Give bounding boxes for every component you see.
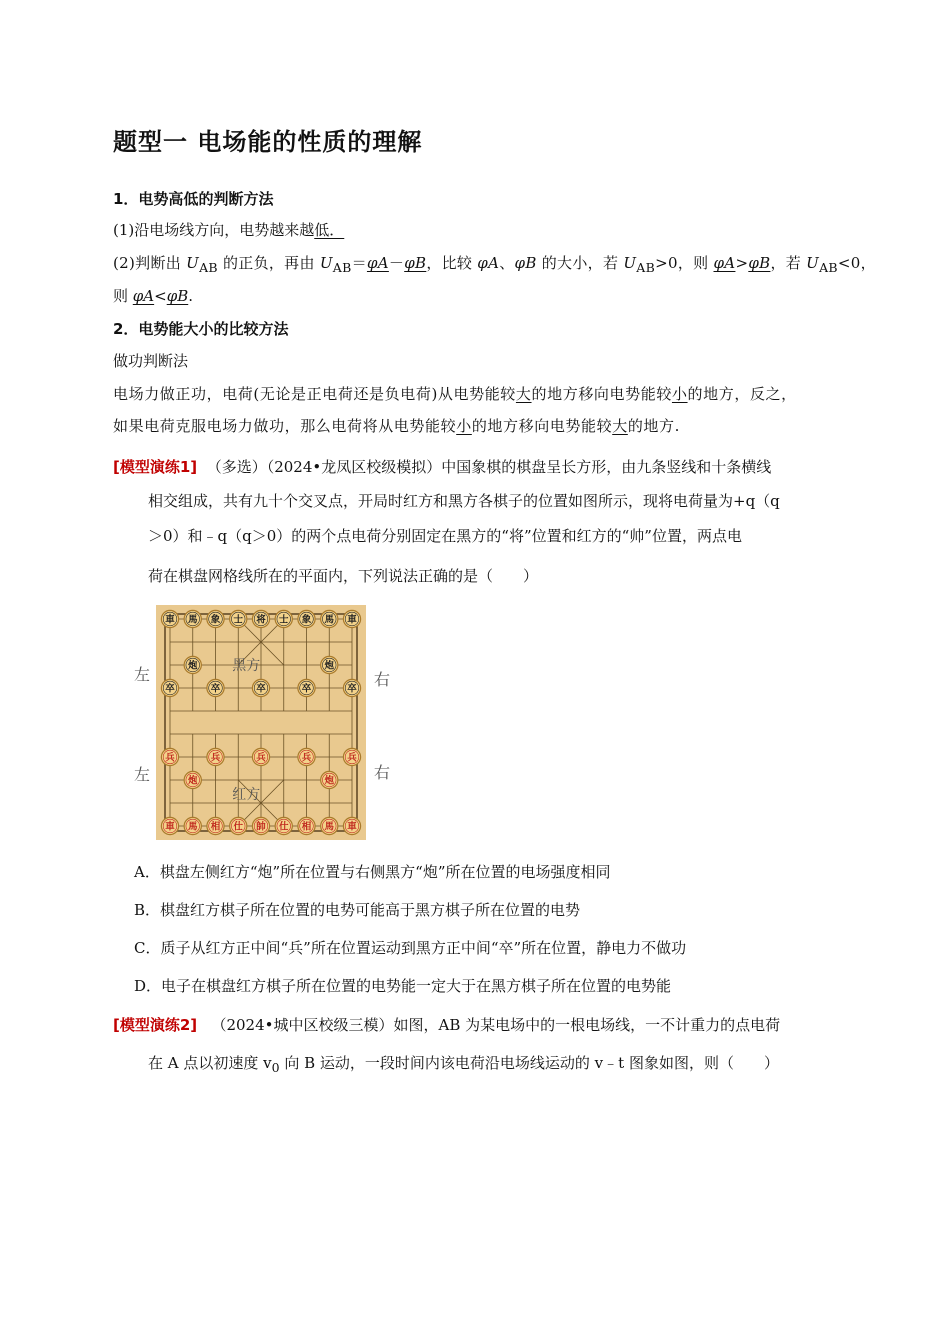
black-piece: 象 <box>301 614 312 626</box>
section2-para-line2 <box>113 415 680 436</box>
option-c: C．质子从红方正中间“兵”所在位置运动到黑方正中间“卒”所在位置，静电力不做功 <box>134 939 687 957</box>
u-symbol: U <box>806 254 820 272</box>
item2-text-2: 的正负，再由 <box>217 254 320 272</box>
ab-subscript: AB <box>199 260 218 275</box>
black-piece: 士 <box>278 614 289 626</box>
black-soldier: 卒 <box>210 683 221 695</box>
option-b: B．棋盘红方棋子所在位置的电势可能高于黑方棋子所在位置的电势 <box>134 901 581 919</box>
separator: 、 <box>499 254 515 272</box>
page-title: 题型一 电场能的性质的理解 <box>113 128 423 156</box>
item2-text-4: 的大小，若 <box>536 254 624 272</box>
phi-b: φB <box>748 254 771 272</box>
exercise1-line2: 相交组成，共有九十个交叉点，开局时红方和黑方各棋子的位置如图所示，现将电荷量为+q（q <box>148 492 780 510</box>
u-symbol: U <box>623 254 637 272</box>
exercise2-line2 <box>148 1052 779 1075</box>
red-piece: 仕 <box>278 821 289 833</box>
black-soldier: 卒 <box>165 683 175 695</box>
para2-text-b: 的地方移向电势能较 <box>471 417 613 435</box>
answer-big: 大 <box>612 417 628 435</box>
black-cannon: 炮 <box>324 660 335 672</box>
ab-subscript: AB <box>332 260 352 275</box>
red-piece: 相 <box>301 821 312 833</box>
v0-subscript: 0 <box>271 1060 280 1075</box>
red-soldier: 兵 <box>165 752 175 764</box>
para2-text-c: 的地方. <box>627 417 680 435</box>
item2-text-6: ，若 <box>770 254 807 272</box>
section2-heading: 2．电势能大小的比较方法 <box>113 320 289 338</box>
item1-text: (1)沿电场线方向，电势越来越 <box>113 221 315 239</box>
item2-text-7: <0， <box>837 254 876 272</box>
black-piece: 士 <box>233 614 244 626</box>
black-soldier: 卒 <box>301 683 312 695</box>
section2-subheading: 做功判断法 <box>113 352 189 370</box>
equals-sign: ＝ <box>351 254 367 272</box>
gt-sign: > <box>735 254 749 272</box>
answer-big: 大 <box>515 385 532 403</box>
phi-b: φB <box>404 254 427 272</box>
section1-item2 <box>113 252 876 275</box>
black-soldier: 卒 <box>347 683 357 695</box>
red-piece: 仕 <box>233 821 244 833</box>
section1-item2-line2 <box>113 285 193 306</box>
minus-sign: － <box>388 254 405 272</box>
item2-text-1: (2)判断出 <box>113 254 187 272</box>
red-soldier: 兵 <box>347 752 357 764</box>
red-soldier: 兵 <box>256 752 266 764</box>
item2-text-3: ，比较 <box>426 254 478 272</box>
answer-small: 小 <box>671 385 688 403</box>
ab-subscript: AB <box>636 260 656 275</box>
para1-text-a: 电场力做正功，电荷(无论是正电荷还是负电荷)从电势能较 <box>113 385 516 403</box>
phi-a: φA <box>477 254 500 272</box>
exercise1-tag: [模型演练1] <box>113 458 198 476</box>
phi-b: φB <box>166 287 189 305</box>
black-piece: 馬 <box>187 614 198 626</box>
item2-text-5: >0，则 <box>655 254 714 272</box>
label-right-top: 右 <box>374 670 391 689</box>
exercise2-line1 <box>113 1014 780 1035</box>
u-symbol: U <box>319 254 333 272</box>
black-piece: 将 <box>256 614 266 626</box>
phi-a: φA <box>713 254 736 272</box>
exercise2-text-1: （2024•城中区校级三模）如图，AB 为某电场中的一根电场线，一不计重力的点电荷 <box>211 1016 781 1034</box>
red-cannon: 炮 <box>187 775 198 787</box>
label-left-top: 左 <box>134 665 151 684</box>
option-a: A．棋盘左侧红方“炮”所在位置与右侧黑方“炮”所在位置的电场强度相同 <box>134 863 611 881</box>
answer-small: 小 <box>456 417 472 435</box>
item1-answer: 低． <box>314 221 345 239</box>
red-cannon: 炮 <box>324 775 335 787</box>
exercise1-line1 <box>113 456 771 477</box>
section1-item1 <box>113 219 344 240</box>
black-piece: 車 <box>165 614 175 626</box>
red-piece: 馬 <box>187 821 198 833</box>
exercise1-text-1: （多选）（2024•龙凤区校级模拟）中国象棋的棋盘呈长方形，由九条竖线和十条横线 <box>206 458 772 476</box>
label-left-bottom: 左 <box>134 765 151 784</box>
exercise1-line3: ＞0）和﹣q（q＞0）的两个点电荷分别固定在黑方的“将”位置和红方的“帅”位置，两点电 <box>148 527 742 545</box>
chess-board <box>156 605 366 840</box>
option-d: D．电子在棋盘红方棋子所在位置的电势能一定大于在黑方棋子所在位置的电势能 <box>134 977 672 995</box>
red-soldier: 兵 <box>301 752 312 764</box>
red-piece: 車 <box>165 821 175 833</box>
red-piece: 馬 <box>324 821 335 833</box>
black-soldier: 卒 <box>256 683 266 695</box>
red-soldier: 兵 <box>210 752 221 764</box>
red-piece: 帥 <box>256 821 266 833</box>
exercise2-text-2a: 在 A 点以初速度 v <box>148 1054 272 1072</box>
chess-board-figure <box>132 605 402 840</box>
para2-text-a: 如果电荷克服电场力做功，那么电荷将从电势能较 <box>113 417 457 435</box>
red-piece: 車 <box>347 821 357 833</box>
u-symbol: U <box>186 254 200 272</box>
section1-heading: 1．电势高低的判断方法 <box>113 190 274 208</box>
red-piece: 相 <box>210 821 221 833</box>
label-right-bottom: 右 <box>374 763 391 782</box>
lt-sign: < <box>154 287 167 305</box>
black-cannon: 炮 <box>187 660 198 672</box>
exercise2-tag: [模型演练2] <box>113 1016 198 1034</box>
phi-a: φA <box>132 287 155 305</box>
para1-text-c: 的地方，反之， <box>687 385 797 403</box>
item2-text-8: 则 <box>113 287 133 305</box>
phi-a: φA <box>366 254 389 272</box>
black-piece: 象 <box>210 614 221 626</box>
black-piece: 車 <box>347 614 357 626</box>
ab-subscript: AB <box>819 260 838 275</box>
exercise1-line4: 荷在棋盘网格线所在的平面内，下列说法正确的是（ ） <box>148 567 539 585</box>
para1-text-b: 的地方移向电势能较 <box>531 385 672 403</box>
section2-para-line1 <box>113 383 797 404</box>
phi-b: φB <box>514 254 537 272</box>
black-piece: 馬 <box>324 614 335 626</box>
period: . <box>188 287 194 305</box>
exercise2-text-2b: 向 B 运动，一段时间内该电荷沿电场线运动的 v﹣t 图象如图，则（ ） <box>279 1054 779 1072</box>
red-side-label: 红方 <box>232 787 261 803</box>
black-side-label: 黑方 <box>232 658 261 674</box>
